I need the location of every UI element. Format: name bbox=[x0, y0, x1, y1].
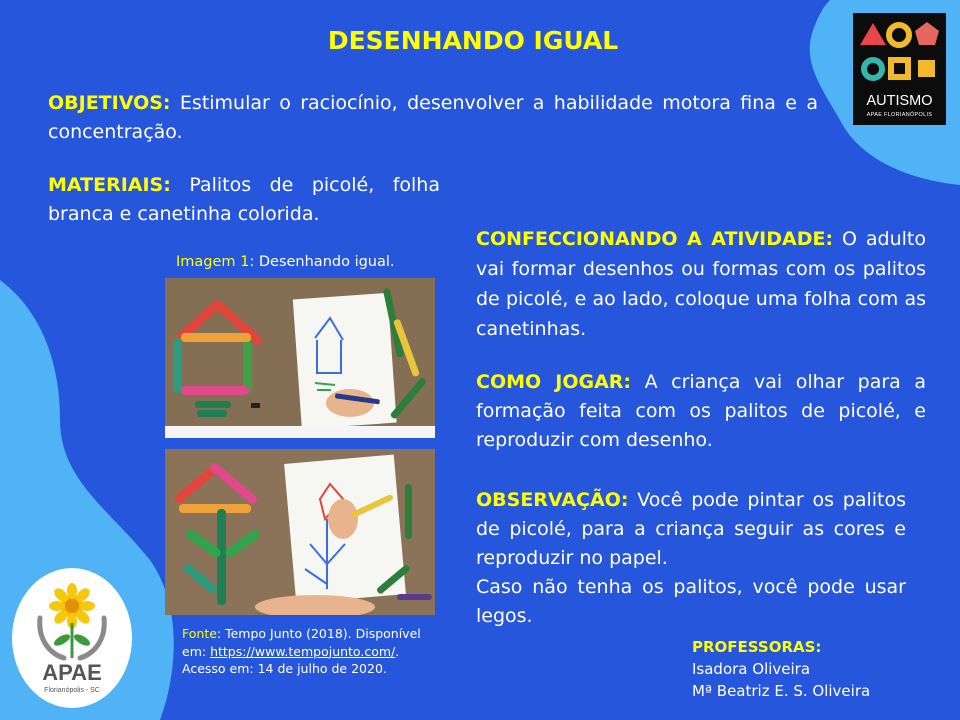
photo-popsicle-house bbox=[165, 278, 435, 438]
como-jogar-paragraph bbox=[476, 368, 926, 455]
popsicle-house-illustration bbox=[165, 278, 435, 438]
observacao-label: OBSERVAÇÃO: bbox=[476, 489, 629, 511]
professoras-label: PROFESSORAS: bbox=[692, 638, 822, 656]
confeccionando-text: O adulto vai formar desenhos ou formas com os palitos de picolé, e ao lado, coloque uma folha com as canetinhas. bbox=[476, 228, 926, 340]
professora-name: Isadora Oliveira bbox=[692, 660, 811, 678]
autismo-logo-text: AUTISMO bbox=[866, 93, 933, 109]
como-jogar-label: COMO JOGAR: bbox=[476, 371, 632, 393]
autismo-logo-subtext: APAE FLORIANÓPOLIS bbox=[866, 112, 933, 118]
source-link[interactable]: https://www.tempojunto.com/ bbox=[210, 643, 396, 659]
professora-name: Mª Beatriz E. S. Oliveira bbox=[692, 682, 871, 700]
photo-popsicle-flower bbox=[165, 449, 435, 615]
source-text-3: Acesso em: 14 de julho de 2020. bbox=[182, 661, 387, 676]
confeccionando-paragraph bbox=[476, 224, 926, 344]
source-text-2: . bbox=[395, 643, 400, 659]
source-label: Fonte bbox=[182, 626, 217, 641]
materiais-label: MATERIAIS: bbox=[48, 174, 171, 196]
source-citation bbox=[182, 625, 434, 678]
materiais-text: Palitos de picolé, folha branca e canetinha colorida. bbox=[48, 174, 440, 225]
objetivos-paragraph bbox=[48, 89, 818, 147]
como-jogar-text: A criança vai olhar para a formação feita com os palitos de picolé, e reproduzir com desenho. bbox=[476, 371, 926, 451]
page-title: DESENHANDO IGUAL bbox=[327, 26, 619, 55]
objetivos-text: Estimular o raciocínio, desenvolver a habilidade motora fina e a concentração. bbox=[48, 92, 818, 143]
apae-logo bbox=[12, 568, 132, 708]
professoras-block bbox=[692, 636, 870, 702]
confeccionando-label: CONFECCIONANDO A ATIVIDADE: bbox=[476, 228, 834, 250]
observacao-text-2: Caso não tenha os palitos, você pode usar legos. bbox=[476, 576, 906, 627]
apae-logo-text: APAE bbox=[42, 660, 102, 685]
popsicle-flower-illustration bbox=[165, 449, 435, 615]
apae-logo-subtext: Florianópolis - SC bbox=[44, 687, 100, 694]
objetivos-label: OBJETIVOS: bbox=[48, 92, 171, 114]
caption-text: : Desenhando igual. bbox=[249, 254, 395, 270]
autismo-shapes-icon bbox=[853, 13, 946, 93]
observacao-text: Você pode pintar os palitos de picolé, para a criança seguir as cores e reproduzir no papel. bbox=[476, 489, 906, 569]
source-text-1: : Tempo Junto (2018). Disponível em: bbox=[182, 626, 421, 659]
materiais-paragraph bbox=[48, 171, 440, 229]
observacao-paragraph bbox=[476, 486, 906, 631]
autismo-logo bbox=[853, 13, 946, 125]
apae-flower-hands-icon bbox=[12, 568, 132, 708]
caption-label: Imagem 1 bbox=[176, 254, 250, 270]
image-caption bbox=[176, 254, 395, 270]
